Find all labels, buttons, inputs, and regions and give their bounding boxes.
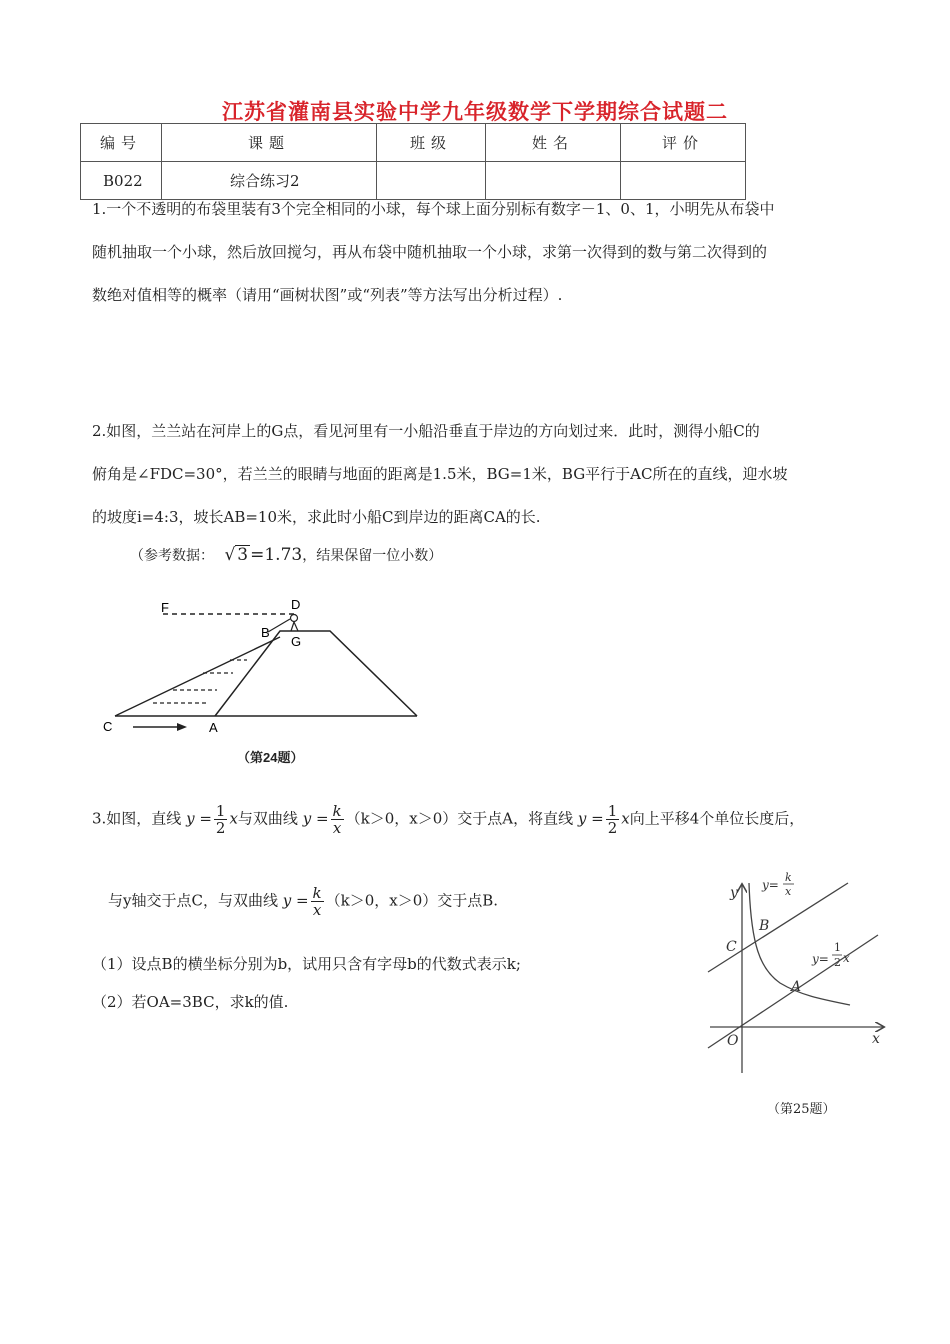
label-f: F: [161, 600, 169, 615]
eq-x: x: [621, 809, 630, 828]
label-b: B: [261, 625, 270, 640]
question-1-line: 1.一个不透明的布袋里装有3个完全相同的小球，每个球上面分别标有数字－1、0、1，小明先从布袋中: [92, 200, 775, 218]
label-g: G: [291, 634, 302, 649]
q3-text: 与y轴交于点C，与双曲线: [108, 891, 278, 910]
eq-y: y =: [282, 891, 309, 910]
eye-point-d: [291, 615, 298, 622]
header-number: 编号: [81, 124, 162, 162]
label-d: D: [291, 597, 301, 612]
header-evaluation: 评价: [621, 124, 746, 162]
value-number: B022: [81, 162, 162, 200]
info-table-header-row: [81, 124, 746, 162]
header-name: 姓名: [486, 124, 621, 162]
river-bank-figure: [95, 595, 435, 740]
subpart-1: （1）设点B的横坐标分别为b，试用只含有字母b的代数式表示k;: [92, 955, 521, 973]
header-topic: 课题: [162, 124, 377, 162]
axis-label-y: y: [730, 885, 738, 901]
reference-suffix: ，结果保留一位小数）: [302, 548, 443, 564]
line-label-den: 2: [834, 956, 841, 969]
line-label-prefix: y=: [812, 952, 829, 966]
q3-text: 3.如图，直线: [92, 809, 182, 828]
subpart-2: （2）若OA=3BC，求k的值.: [92, 993, 289, 1011]
question-3-line-1: [92, 803, 804, 836]
fraction-k-over-x: $\frac{k}{x}$: [332, 802, 342, 837]
embankment: [215, 631, 417, 716]
label-c: C: [103, 719, 113, 734]
value-topic: 综合练习2: [162, 162, 377, 200]
fraction-half: $\frac{1}{2}$: [607, 802, 618, 837]
q3-text: （k＞0，x＞0）交于点B.: [325, 891, 499, 910]
origin-label: O: [727, 1033, 739, 1049]
question-2-line: 2.如图，兰兰站在河岸上的G点，看见河里有一小船沿垂直于岸边的方向划过来．此时，测得小船C的: [92, 422, 760, 440]
curve-label-num: k: [785, 871, 792, 884]
axis-label-x: x: [872, 1031, 880, 1047]
eq-y: y =: [186, 809, 212, 828]
hyperbola-figure: [700, 865, 895, 1080]
reference-value: =1.73: [250, 545, 303, 565]
eq-y: y =: [302, 809, 329, 828]
person-leg-right: [294, 622, 298, 631]
arrow-head: [177, 723, 187, 731]
question-1-line: 随机抽取一个小球，然后放回搅匀，再从布袋中随机抽取一个小球，求第一次得到的数与第二次得到的: [92, 243, 768, 261]
curve-label-prefix: y=: [762, 878, 779, 892]
reference-data: （参考数据： √ 3 =1.73，结果保留一位小数）: [130, 545, 443, 565]
question-2: [92, 410, 872, 539]
line-label-x: x: [843, 951, 850, 965]
sight-line-dc: [115, 637, 280, 716]
figure-25-caption: （第25题）: [767, 1102, 836, 1117]
line-label-num: 1: [834, 941, 841, 954]
sqrt-radicand: 3: [237, 545, 249, 565]
question-2-line: 俯角是∠FDC=30°，若兰兰的眼睛与地面的距离是1.5米，BG=1米，BG平行于AC所在的直线，迎水坡: [92, 465, 788, 483]
point-c-label: C: [726, 939, 737, 955]
document-title: 江苏省灌南县实验中学九年级数学下学期综合试题二: [222, 100, 728, 124]
q3-text: 向上平移4个单位长度后，: [629, 809, 805, 828]
point-b-label: B: [759, 918, 770, 934]
question-3-line-2: [108, 885, 498, 918]
fraction-half: $\frac{1}{2}$: [215, 802, 226, 837]
question-1: [92, 188, 872, 317]
question-1-line: 数绝对值相等的概率（请用“画树状图”或“列表”等方法写出分析过程）.: [92, 286, 563, 304]
curve-label-den: x: [785, 885, 792, 898]
label-a: A: [209, 720, 218, 735]
question-3-subparts: [92, 945, 521, 1021]
reference-prefix: （参考数据：: [130, 548, 214, 564]
person-leg-left: [291, 622, 294, 631]
eq-x: x: [229, 809, 238, 828]
figure-24-caption: （第24题）: [237, 750, 304, 765]
header-class: 班级: [377, 124, 486, 162]
eq-y: y =: [577, 809, 604, 828]
q3-text: 与双曲线: [237, 809, 298, 828]
fraction-k-over-x: $\frac{k}{x}$: [312, 884, 322, 919]
question-2-line: 的坡度i=4:3，坡长AB=10米，求此时小船C到岸边的距离CA的长.: [92, 508, 541, 526]
segment-bd: [268, 619, 290, 632]
point-a-label: A: [791, 979, 802, 995]
q3-text: （k＞0，x＞0）交于点A，将直线: [345, 809, 574, 828]
